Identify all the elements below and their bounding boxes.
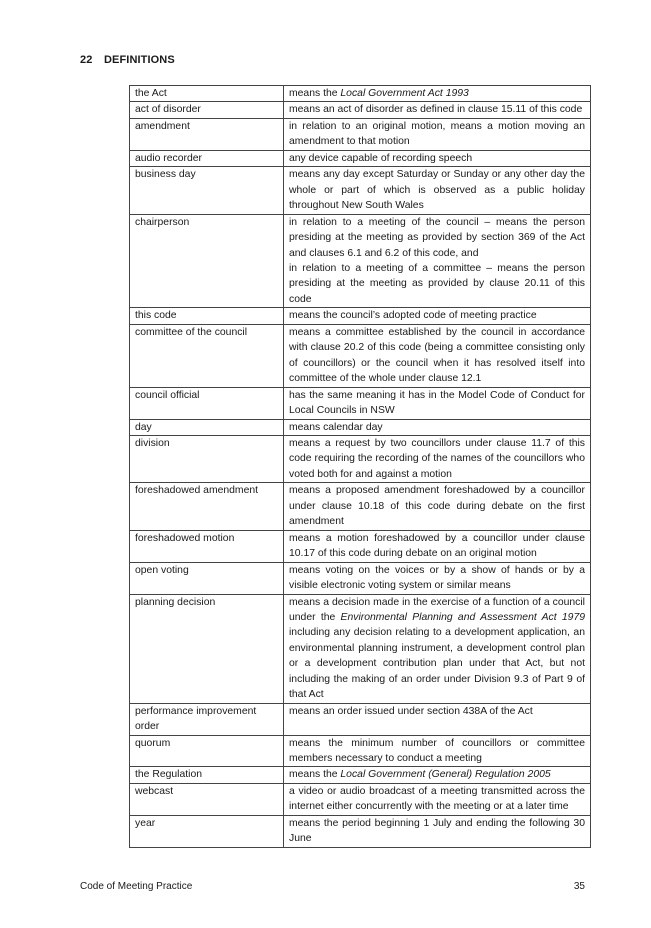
definition-term: day (130, 419, 284, 435)
definition-term: webcast (130, 783, 284, 815)
definition-term: performance improvement order (130, 703, 284, 735)
definition-term: foreshadowed motion (130, 530, 284, 562)
definition-text: means the Local Government Act 1993 (284, 86, 591, 102)
footer-title: Code of Meeting Practice (80, 881, 193, 892)
definition-term: planning decision (130, 594, 284, 703)
definition-term: the Regulation (130, 767, 284, 783)
definition-text: means an act of disorder as defined in clause 15.11 of this code (284, 102, 591, 118)
definition-row (130, 387, 591, 419)
page-number: 35 (573, 881, 585, 892)
definition-term: foreshadowed amendment (130, 483, 284, 530)
definition-text: means the Local Government (General) Regulation 2005 (284, 767, 591, 783)
definition-row (130, 562, 591, 594)
definition-row (130, 102, 591, 118)
definition-text: means calendar day (284, 419, 591, 435)
definition-term: act of disorder (130, 102, 284, 118)
definition-row (130, 214, 591, 308)
definition-text: in relation to a meeting of the council – means the person presiding at the meeting as provided by section 369 of the Act and clauses 6.1 and 6.2 of this code, and in relation to a meeting of a committee – means the person presiding at the meeting as provided by clause 20.11 of this code (284, 214, 591, 308)
definition-row (130, 419, 591, 435)
definition-term: audio recorder (130, 150, 284, 166)
definition-term: council official (130, 387, 284, 419)
section-heading (80, 54, 175, 66)
definition-text: means a decision made in the exercise of a function of a council under the Environmental Planning and Assessment Act 1979 including any decision relating to a development application, an environmental planning instrument, a development control plan or a development contribution plan under that Act, but not including the making of an order under Division 9.3 of Part 9 of that Act (284, 594, 591, 703)
definition-row (130, 483, 591, 530)
definition-text: has the same meaning it has in the Model Code of Conduct for Local Councils in NSW (284, 387, 591, 419)
legislation-title: Environmental Planning and Assessment Act 1979 (340, 611, 585, 623)
definition-term: year (130, 815, 284, 847)
definition-term: division (130, 435, 284, 482)
definition-row (130, 783, 591, 815)
definition-term: open voting (130, 562, 284, 594)
definition-text: means a request by two councillors under clause 11.7 of this code requiring the recording of the names of the councillors who voted both for and against a motion (284, 435, 591, 482)
definition-text: means an order issued under section 438A of the Act (284, 703, 591, 735)
definition-row (130, 530, 591, 562)
definition-term: committee of the council (130, 324, 284, 387)
definition-row (130, 735, 591, 767)
definitions-table (129, 85, 591, 848)
definition-row (130, 86, 591, 102)
section-title: DEFINITIONS (104, 54, 175, 66)
definition-text: means a proposed amendment foreshadowed by a councillor under clause 10.18 of this code during debate on the first amendment (284, 483, 591, 530)
definition-text: means voting on the voices or by a show of hands or by a visible electronic voting system or similar means (284, 562, 591, 594)
definition-term: business day (130, 167, 284, 214)
definition-text: means a motion foreshadowed by a councillor under clause 10.17 of this code during debate on an original motion (284, 530, 591, 562)
definition-row (130, 815, 591, 847)
definition-text: in relation to an original motion, means a motion moving an amendment to that motion (284, 118, 591, 150)
definition-row (130, 594, 591, 703)
definition-row (130, 308, 591, 324)
definition-row (130, 324, 591, 387)
definition-text: means any day except Saturday or Sunday or any other day the whole or part of which is observed as a public holiday throughout New South Wales (284, 167, 591, 214)
definition-text: means the council’s adopted code of meeting practice (284, 308, 591, 324)
definition-term: quorum (130, 735, 284, 767)
definition-text: any device capable of recording speech (284, 150, 591, 166)
definition-term: this code (130, 308, 284, 324)
definition-term: chairperson (130, 214, 284, 308)
definition-text: means the period beginning 1 July and ending the following 30 June (284, 815, 591, 847)
definition-text: a video or audio broadcast of a meeting transmitted across the internet either concurrently with the meeting or at a later time (284, 783, 591, 815)
definition-row (130, 435, 591, 482)
page-footer (80, 881, 585, 892)
definition-row (130, 150, 591, 166)
definition-row (130, 703, 591, 735)
definition-row (130, 767, 591, 783)
definition-text: means a committee established by the council in accordance with clause 20.2 of this code (being a committee consisting only of councillors) or the council when it has resolved itself into committee of the whole under clause 12.1 (284, 324, 591, 387)
definition-term: amendment (130, 118, 284, 150)
legislation-title: Local Government Act 1993 (340, 88, 469, 99)
definition-row (130, 118, 591, 150)
definition-text: means the minimum number of councillors or committee members necessary to conduct a meeting (284, 735, 591, 767)
definition-term: the Act (130, 86, 284, 102)
definition-row (130, 167, 591, 214)
legislation-title: Local Government (General) Regulation 2005 (340, 769, 551, 781)
section-number: 22 (80, 54, 93, 66)
